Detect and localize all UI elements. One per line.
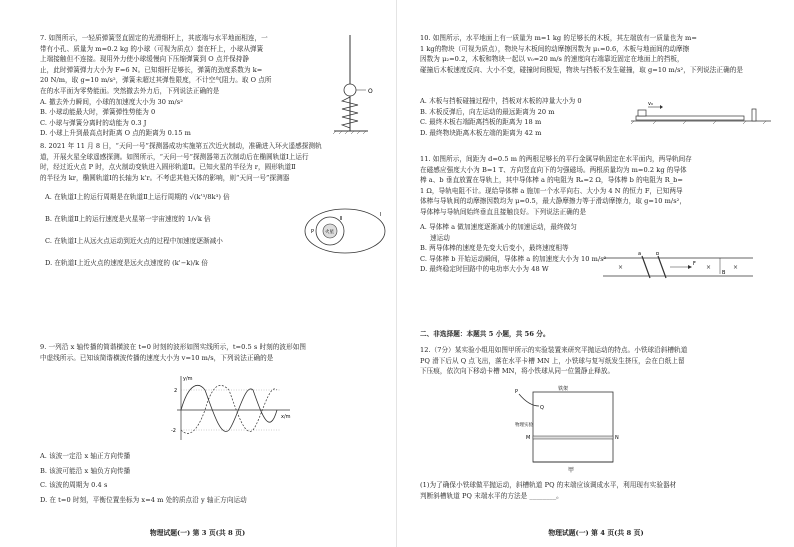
q11-option-c: C. 导体棒 b 开始运动瞬间，导体棒 a 的加速度大小为 10 m/s² (420, 254, 607, 263)
q11-stem-line: 在磁感应强度大小为 B=1 T、方向竖直向下的匀强磁场。两根质量均为 m=0.2 kg 的导体 (420, 165, 687, 174)
q12-subquestion-1 (420, 480, 790, 501)
right-page (398, 0, 794, 547)
question-7 (40, 33, 330, 139)
q9-stem-line: 9. 一列沿 x 轴传播的简谐横波在 t=0 时刻的波形如图实线所示，t=0.5 s 时刻的波形如图 (40, 343, 307, 351)
q11-stem-line: 11. 如图所示，间距为 d=0.5 m 的两根足够长的平行金属导轨固定在水平面内，两导轨间存 (420, 155, 692, 163)
fig-label-orbit-2: Ⅱ (340, 216, 343, 222)
question-12 (420, 345, 790, 377)
q11-stem-line: 1 Ω，导轨电阻不计。现给导体棒 a 施加一个水平向右、大小为 4 N 的恒力 F，已知两导 (420, 186, 683, 195)
question-11 (420, 154, 790, 218)
section-2-heading: 二、非选择题：本题共 5 小题，共 56 分。 (420, 330, 550, 338)
fig-label-board: 物理实验 (515, 423, 533, 428)
q7-stem-line: 带有小孔、质量为 m=0.2 kg 的小球（可视为质点）套在杆上，小球从弹簧 (40, 44, 264, 53)
q8-stem-line: 的半径为 kr，椭圆轨道Ⅰ的长轴为 k'r。不考虑其他天体的影响，则“天问一号”探测器 (40, 173, 290, 182)
fig-label-p: P (311, 229, 315, 235)
q8-option-b: B. 在轨道Ⅱ上的运行速度是火星第一宇宙速度的 1/√k 倍 (45, 215, 211, 223)
board-block-figure (626, 100, 776, 126)
q8-stem-line: 8. 2021 年 11 月 8 日，“天问一号”探测器成功实施第五次近火制动，准确进入环火遥感探测轨 (40, 142, 322, 150)
fig-label-f: F (693, 261, 696, 267)
spring-rod-figure (330, 35, 380, 135)
q9-option-a: A. 该波一定沿 x 轴正方向传播 (40, 452, 131, 460)
q8-stem-line: 时，经过近火点 P 时，点火制动变轨进入圆形轨道Ⅱ。已知火星的半径为 r，圆形轨道Ⅱ (40, 163, 296, 172)
question-9 (40, 342, 385, 363)
question-10 (420, 33, 790, 75)
fig-axis-x: x/m (281, 414, 291, 420)
q10-option-a: A. 木板与挡板碰撞过程中，挡板对木板的冲量大小为 0 (420, 97, 582, 105)
fig-label-bfield: B (722, 270, 726, 276)
fig-label-orbit-1: Ⅰ (380, 212, 382, 218)
q11-stem-line: 体棒与导轨间的动摩擦因数均为 μ=0.5，最大静摩擦力等于滑动摩擦力，取 g=10 m/s²， (420, 197, 686, 206)
q7-stem-line: 7. 如图所示，一轻质弹簧竖直固定的光滑细杆上，其底端与水平地面相连，一 (40, 34, 268, 42)
q7-option-a: A. 撤去外力瞬间，小球的加速度大小为 30 m/s² (40, 97, 183, 106)
fig-label-a: a (638, 252, 642, 257)
rails-figure (598, 252, 758, 282)
fig-label-o: O (368, 88, 373, 95)
q11-stem-line: 棒 a、b 垂直放置在导轨上，其中导体棒 a 的电阻为 Rₐ=2 Ω，导体棒 b 的电阻为 R_b= (420, 176, 683, 185)
q8-option-d: D. 在轨道Ⅰ上近火点的速度是远火点速度的 (k'−k)/k 倍 (45, 259, 209, 267)
page-divider (396, 0, 397, 547)
q10-stem-line: 10. 如图所示，水平地面上有一质量为 m=1 kg 的足够长的木板，其左端放有一质量也为 m= (420, 34, 697, 42)
q10-stem-line: 因数为 μ₂=0.2，木板和物块一起以 v₀=20 m/s 的速度向右端靠近固定在地面上的挡板， (420, 55, 684, 64)
fig-tick-y-neg: -2 (171, 428, 176, 434)
q9-option-b: B. 该波可能沿 x 轴负方向传播 (40, 466, 131, 475)
fig-label-b: b (656, 252, 660, 257)
fig-label-mars: 火星 (325, 230, 334, 235)
q11-option-d: D. 最终稳定时回路中的电功率大小为 48 W (420, 265, 549, 274)
q12-stem-line: 12.（7分）某实验小组用如图甲所示的实验装置来研究平抛运动的特点。小铁球沿斜槽轨道 (420, 346, 688, 354)
q11-option-a-cont: 速运动 (430, 233, 450, 242)
q10-options (420, 96, 640, 138)
svg-text:×: × (618, 264, 624, 271)
q12-sub-line: 判断斜槽轨道 PQ 末端水平的方法是 ________。 (420, 491, 563, 500)
q7-stem-line: 20 N/m，取 g=10 m/s²，弹簧未超过其弹性限度，不计空气阻力。取 O 点所 (40, 76, 272, 85)
fig-tick-y-pos: 2 (174, 388, 178, 394)
q8-stem-line: 道，开展火星全球遥感探测。如图所示，“天问一号”探测器第五次制动后在椭圆轨道Ⅰ上运行 (40, 152, 309, 161)
q8-options (45, 186, 305, 274)
q10-stem-line: 1 kg的物块（可视为质点），物块与木板间的动摩擦因数为 μ₁=0.6，木板与地面间的动摩擦 (420, 44, 690, 53)
q7-option-c: C. 小球与弹簧分离时的动能为 0.3 J (40, 118, 147, 127)
fig-label-n: N (615, 435, 619, 441)
q9-options (40, 449, 385, 507)
q10-option-d: D. 最终物块距离木板左端的距离为 42 m (420, 128, 542, 137)
left-page-footer: 物理试题(一) 第 3 页(共 8 页) (149, 529, 246, 537)
q9-option-d: D. 在 t=0 时刻，平衡位置坐标为 x=4 m 处的质点沿 y 轴正方向运动 (40, 495, 247, 504)
fig-label-p: P (515, 389, 519, 395)
q8-option-c: C. 在轨道Ⅰ上从远火点运动到近火点的过程中加速度逐渐减小 (45, 237, 223, 245)
fig-caption-jia: 甲 (568, 467, 575, 474)
fig-label-stand: 铁架 (558, 386, 569, 392)
projectile-apparatus-figure (513, 384, 623, 474)
q7-stem-line: 在的水平面为零势能面。突然撤去外力后，下列说法正确的是 (40, 86, 220, 95)
q10-option-b: B. 木板反弹后，向左运动的最远距离为 20 m (420, 107, 555, 116)
q7-option-d: D. 小球上升到最高点时距离 O 点的距离为 0.15 m (40, 129, 191, 138)
q9-option-c: C. 该波的周期为 0.4 s (40, 481, 108, 489)
q11-stem-line: 导体棒与导轨间始终垂直且接触良好。下列说法正确的是 (420, 207, 587, 216)
q12-sub-line: (1)为了确保小铁球做平抛运动，斜槽轨道 PQ 的末端应该调成水平，利用现有实验器材 (420, 481, 677, 489)
fig-axis-y: y/m (183, 376, 193, 382)
q7-stem-line: 上端接触但不连接。现用外力使小球缓慢向下压缩弹簧到 O 点并保持静 (40, 55, 250, 64)
orbit-figure (300, 186, 390, 276)
left-page (0, 0, 395, 547)
right-page-footer: 物理试题(一) 第 4 页(共 8 页) (548, 529, 644, 537)
svg-text:×: × (733, 264, 739, 271)
svg-text:×: × (706, 264, 712, 271)
q11-option-a: A. 导体棒 a 做加速度逐渐减小的加速运动，最终做匀 (420, 223, 577, 231)
q12-stem-line: 下压痕，依次向下移动卡槽 MN，将小铁球从同一位置静止释放。 (420, 367, 615, 376)
q8-option-a: A. 在轨道Ⅰ上的运行周期是在轨道Ⅱ上运行周期的 √(k'³/8k³) 倍 (45, 193, 230, 201)
q7-stem-line: 止，此时弹簧弹力大小为 F=6 N。已知细杆足够长，弹簧的劲度系数为 k= (40, 65, 263, 74)
question-8 (40, 141, 385, 183)
q10-option-c: C. 最终木板右端距离挡板的距离为 18 m (420, 118, 542, 127)
q11-option-b: B. 两导体棒的速度是先变大后变小，最终速度相等 (420, 244, 569, 253)
q9-stem-line: 中虚线所示。已知该简谐横波传播的速度大小为 v=10 m/s，下列说法正确的是 (40, 353, 274, 362)
q7-option-b: B. 小球动能最大时，弹簧弹性势能为 0 (40, 108, 156, 117)
fig-label-m: M (526, 435, 531, 441)
q10-stem-line: 碰撞后木板速度反向、大小不变，碰撞时间极短，物块与挡板不发生碰撞，取 g=10 m/s²，下列说法正确的是 (420, 65, 744, 74)
q12-stem-line: PQ 滑下后从 Q 点飞出，落在水平卡槽 MN 上，小铁球与复写纸发生挤压，会在白纸上留 (420, 356, 685, 365)
wave-figure (165, 372, 295, 444)
fig-label-q: Q (540, 405, 544, 411)
fig-label-v0: v₀ (648, 101, 653, 107)
